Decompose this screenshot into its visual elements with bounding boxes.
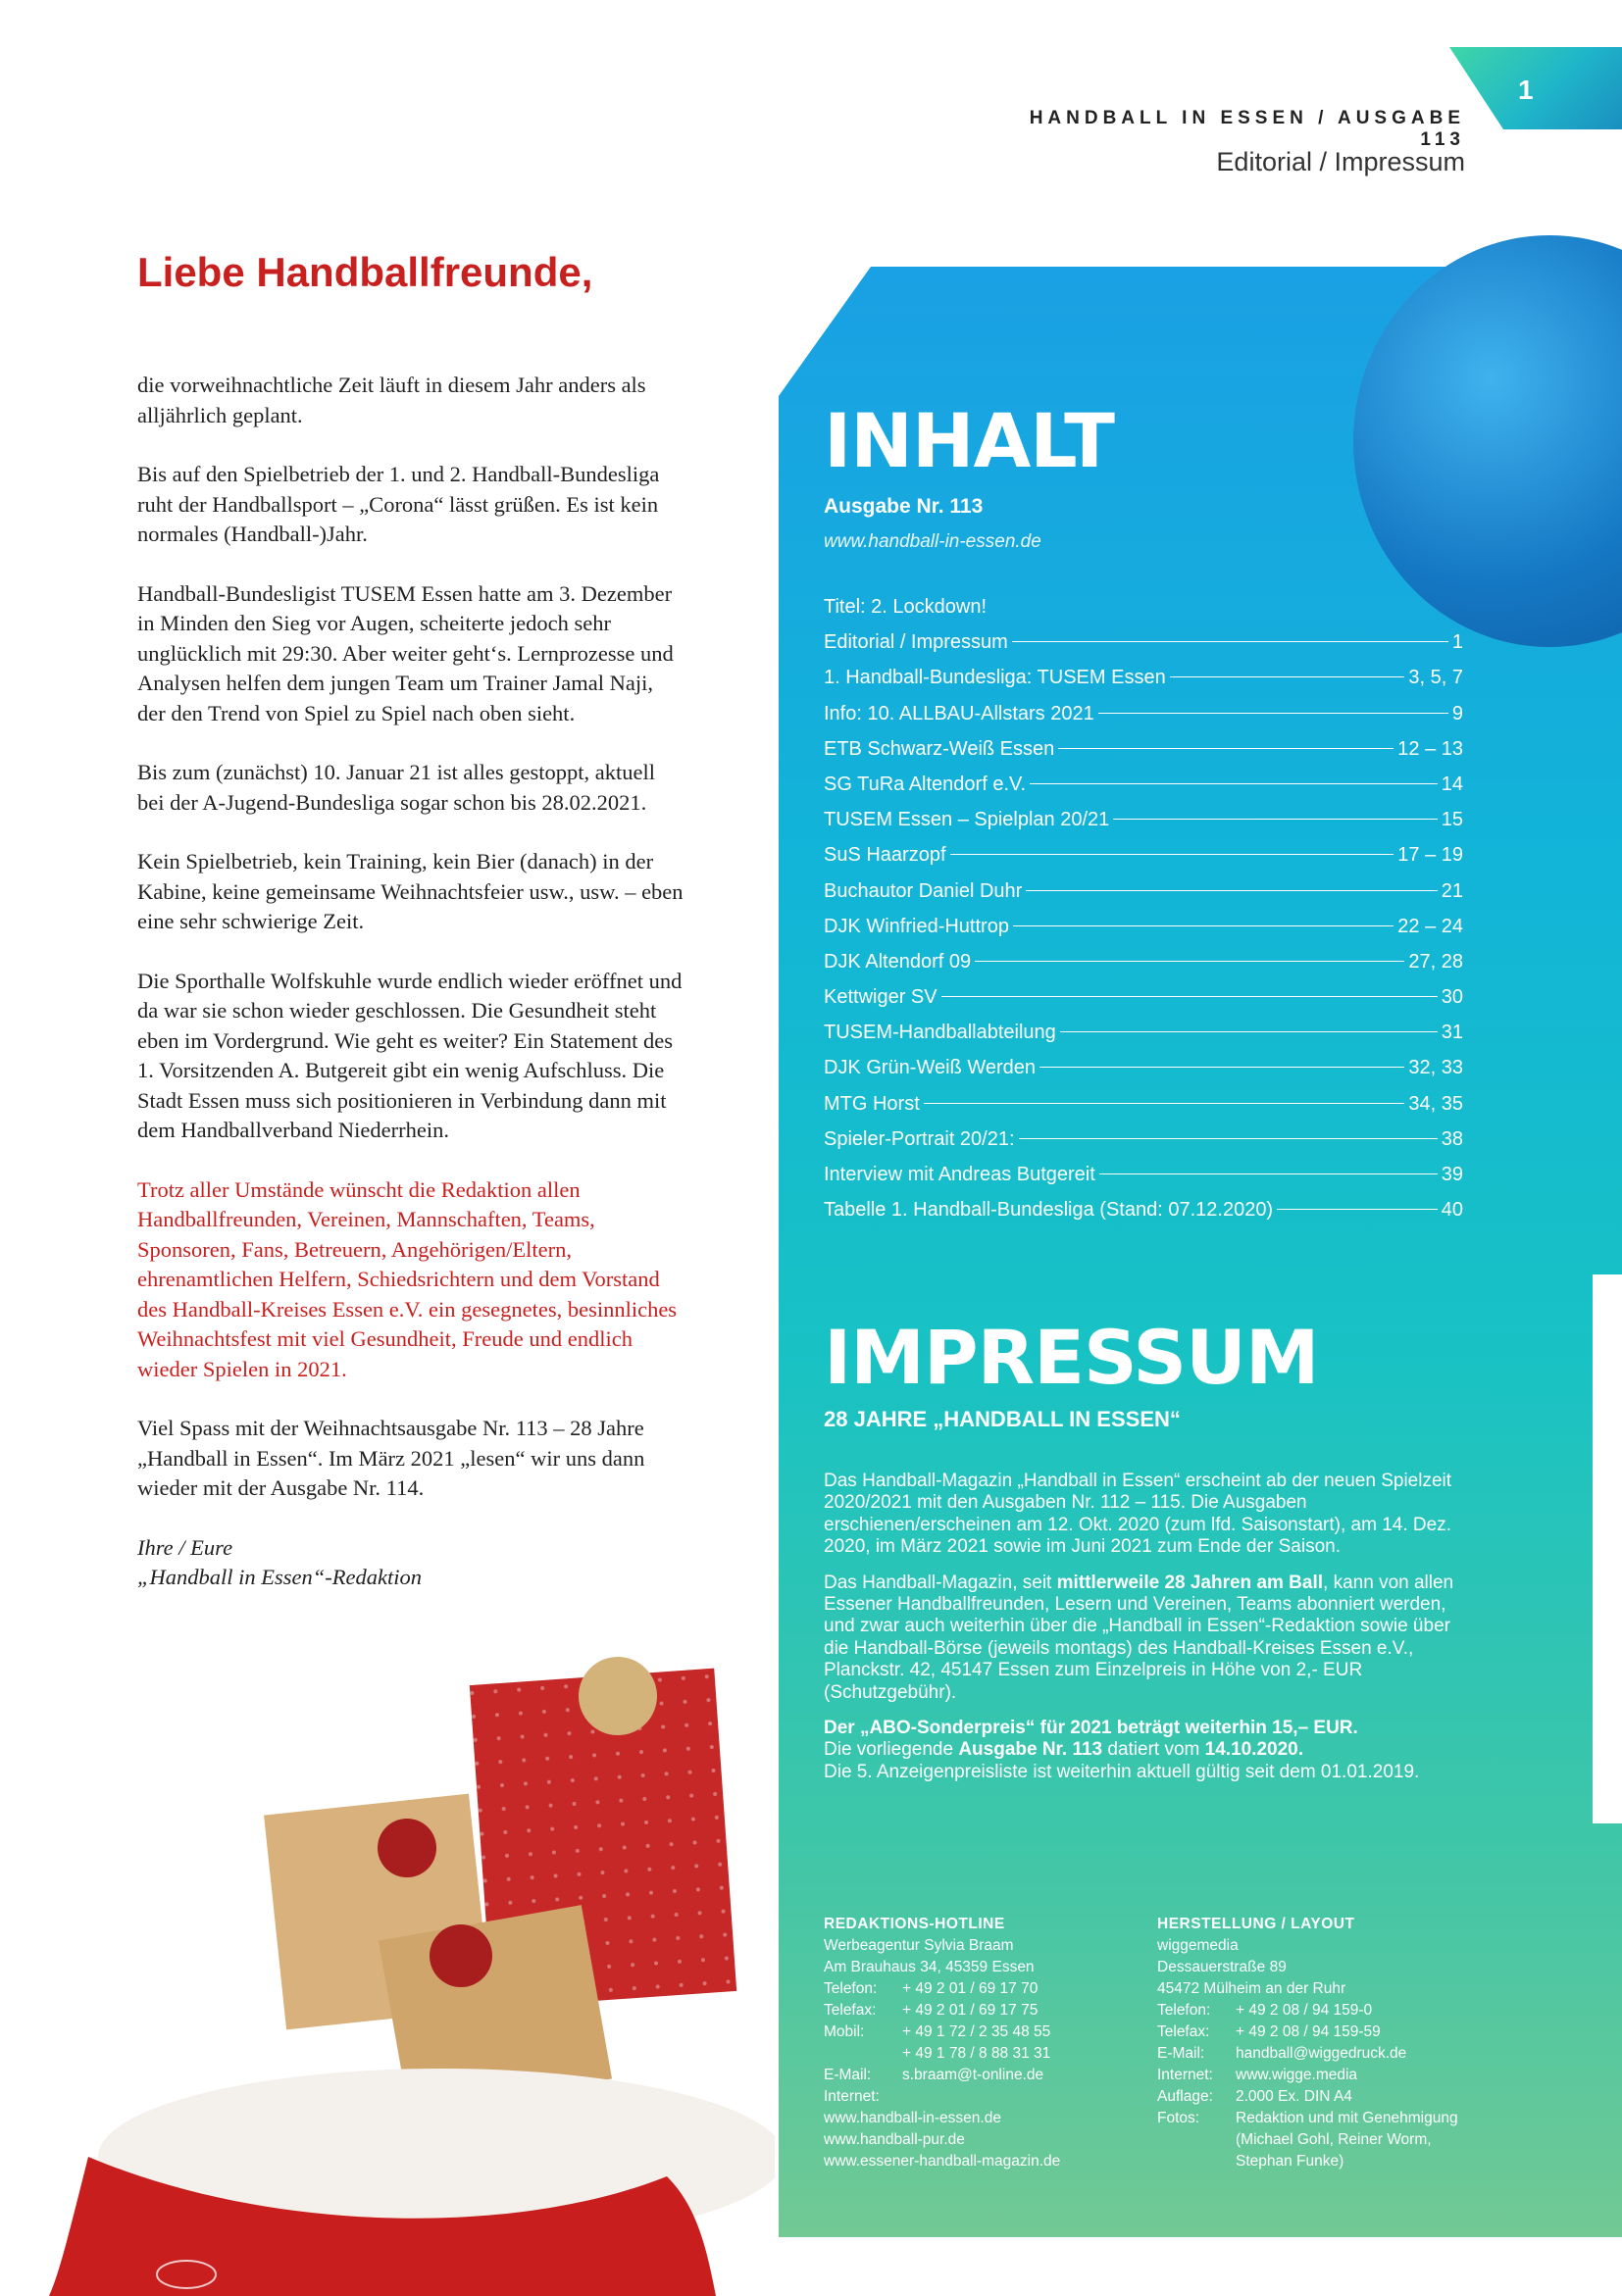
contact-line: wiggemedia [1157, 1937, 1239, 1954]
contact-row [1157, 2108, 1491, 2172]
letter-paragraph: Bis zum (zunächst) 10. Januar 21 ist alles gestoppt, aktuell bei der A-Jugend-Bundesliga sogar schon bis 28.02.2021. [137, 760, 656, 815]
impressum-subtitle: 28 JAHRE „HANDBALL IN ESSEN“ [824, 1407, 1181, 1431]
toc-entry-page: 14 [1441, 773, 1463, 795]
toc-entry[interactable] [824, 951, 1463, 986]
impressum-heading: IMPRESSUM [824, 1314, 1319, 1401]
toc-leader-line [941, 996, 1438, 997]
contact-row [1157, 2021, 1491, 2043]
table-of-contents [824, 596, 1463, 1234]
toc-leader-line [950, 854, 1394, 855]
toc-entry[interactable] [824, 596, 1463, 631]
toc-entry-label: DJK Altendorf 09 [824, 950, 972, 973]
toc-entry-page: 30 [1441, 986, 1463, 1009]
contact-label: Internet: [1157, 2067, 1213, 2083]
toc-entry-label: Tabelle 1. Handball-Bundesliga (Stand: 07.12.2020) [824, 1199, 1274, 1222]
toc-entry-page: 15 [1441, 809, 1463, 831]
contact-value: s.braam@t-online.de [902, 2067, 1044, 2083]
toc-leader-line [1019, 1138, 1438, 1139]
text-run-bold: 14.10.2020. [1204, 1739, 1304, 1761]
contact-row [1157, 2086, 1491, 2108]
toc-entry[interactable] [824, 667, 1463, 702]
toc-entry-label: DJK Winfried-Huttrop [824, 915, 1009, 937]
christmas-gifts-image [29, 1608, 775, 2296]
toc-leader-line [1026, 890, 1437, 891]
impressum-paragraph-1: Das Handball-Magazin „Handball in Essen“ erscheint ab der neuen Spielzeit 2020/2021 mit den Ausgaben Nr. 112 – 115. Die Ausgaben erschienen/erscheinen am 12. Okt. 2020 (zum lfd. Saisonstart), am 14. Dez. 2020, im März 2021 sowie im Juni 2021 zum Ende der Saison. [824, 1471, 1452, 1558]
letter-closing: Viel Spass mit der Weihnachtsausgabe Nr. 113 – 28 Jahre „Handball in Essen“. Im März 2021 „lesen“ wir uns dann wieder mit der Ausgabe Nr. 114. [137, 1416, 645, 1500]
editorial-hotline [824, 1914, 1157, 2172]
contact-row [824, 1978, 1157, 2000]
toc-entry[interactable] [824, 1199, 1463, 1234]
toc-entry[interactable] [824, 1093, 1463, 1128]
toc-entry-label: SG TuRa Altendorf e.V. [824, 773, 1027, 795]
contact-value: + 49 2 08 / 94 159-0 [1236, 2002, 1373, 2019]
production-layout [1157, 1914, 1491, 2172]
contact-label: Mobil: [824, 2023, 865, 2040]
toc-entry[interactable] [824, 1164, 1463, 1199]
contact-row [824, 2021, 1157, 2043]
toc-entry-page: 32, 33 [1408, 1057, 1463, 1079]
toc-entry-page: 12 – 13 [1397, 737, 1463, 760]
toc-leader-line [1098, 713, 1448, 714]
contact-line: Werbeagentur Sylvia Braam [824, 1937, 1014, 1954]
contact-value: + 49 2 08 / 94 159-59 [1236, 2023, 1381, 2040]
text-run: Die vorliegende [824, 1739, 959, 1761]
contact-label: Internet: [824, 2088, 880, 2105]
contact-row [824, 2086, 1157, 2108]
issue-number: Ausgabe Nr. 113 [824, 495, 984, 518]
toc-entry-page: 31 [1441, 1022, 1463, 1044]
header-corner-graphic [1449, 47, 1622, 129]
toc-entry-label: Info: 10. ALLBAU-Allstars 2021 [824, 702, 1094, 724]
toc-entry[interactable] [824, 916, 1463, 951]
contact-row [824, 2043, 1157, 2065]
section-title: Editorial / Impressum [1216, 147, 1465, 176]
contact-value: + 49 1 78 / 8 88 31 31 [902, 2045, 1051, 2062]
toc-entry-page: 38 [1441, 1127, 1463, 1150]
contact-row [824, 2000, 1157, 2021]
toc-leader-line [975, 961, 1404, 962]
contact-website-link[interactable]: www.handball-pur.de [824, 2131, 965, 2148]
toc-entry[interactable] [824, 738, 1463, 774]
toc-entry-page: 40 [1441, 1199, 1463, 1222]
text-run-bold: mittlerweile 28 Jahren am Ball [1056, 1572, 1324, 1593]
contact-label: E-Mail: [1157, 2045, 1205, 2062]
toc-entry-label: TUSEM-Handballabteilung [824, 1022, 1056, 1044]
contact-value: + 49 2 01 / 69 17 75 [902, 2002, 1039, 2019]
contact-value: + 49 2 01 / 69 17 70 [902, 1980, 1039, 1997]
toc-leader-line [924, 1103, 1405, 1104]
letter-paragraph: Handball-Bundesligist TUSEM Essen hatte am 3. Dezember in Minden den Sieg vor Augen, scheiterte jedoch sehr unglücklich mit 29:30. Aber weiter geht‘s. Lernprozesse und Analysen helfen dem jungen Team um Trainer Jamal Naji, der den Trend von Spiel zu Spiel nach oben sieht. [137, 580, 674, 725]
contact-row [1157, 2043, 1491, 2065]
contact-label: Telefon: [1157, 2002, 1211, 2019]
contact-value: handball@wiggedruck.de [1236, 2045, 1407, 2062]
signature-line-1: Ihre / Eure [137, 1534, 233, 1560]
letter-paragraph: die vorweihnachtliche Zeit läuft in diesem Jahr anders als alljährlich geplant. [137, 373, 646, 427]
page-number: 1 [1518, 75, 1534, 105]
letter-paragraph: Kein Spielbetrieb, kein Training, kein Bier (danach) in der Kabine, keine gemeinsame Weihnachtsfeier usw., usw. – eben eine sehr schwierige Zeit. [137, 849, 684, 933]
toc-entry-page: 22 – 24 [1397, 915, 1463, 937]
contact-label: Telefon: [824, 1980, 878, 1997]
toc-leader-line [1013, 925, 1394, 926]
toc-entry[interactable] [824, 1022, 1463, 1057]
toc-entry-label: 1. Handball-Bundesliga: TUSEM Essen [824, 667, 1166, 689]
toc-entry-page: 3, 5, 7 [1408, 667, 1463, 689]
toc-entry-label: Kettwiger SV [824, 986, 938, 1009]
toc-leader-line [1277, 1209, 1438, 1210]
contact-line: 45472 Mülheim an der Ruhr [1157, 1980, 1346, 1997]
toc-entry-label: SuS Haarzopf [824, 844, 946, 867]
toc-entry[interactable] [824, 703, 1463, 738]
impressum-text [824, 1471, 1461, 1797]
text-run: , kann von allen Essener Handballfreunden, Lesern und Vereinen, Teams abonniert werden, und zwar auch weiterhin über die „Handball in Essen“-Redaktion sowie über die Handball-Börse (jeweils montags) des Handball-Kreises Essen e.V., Planckstr. 42, 45147 Essen zum Einzelpreis in Höhe von 2,- EUR (Schutzgebühr). [824, 1572, 1454, 1703]
website-link[interactable]: www.handball-in-essen.de [824, 531, 1041, 552]
toc-entry-page: 17 – 19 [1397, 844, 1463, 867]
toc-entry[interactable] [824, 880, 1463, 916]
toc-entry-page: 9 [1451, 702, 1463, 724]
letter-greeting: Liebe Handballfreunde, [137, 249, 593, 295]
toc-entry-page: 1 [1451, 631, 1463, 654]
contact-heading: REDAKTIONS-HOTLINE [824, 1916, 1005, 1932]
contact-value: + 49 1 72 / 2 35 48 55 [902, 2023, 1051, 2040]
abo-price: Der „ABO-Sonderpreis“ für 2021 beträgt weiterhin 15,– EUR. [824, 1718, 1358, 1739]
toc-entry-page: 39 [1441, 1164, 1463, 1185]
impressum-paragraph-3 [824, 1718, 1461, 1783]
toc-entry[interactable] [824, 631, 1463, 667]
contact-value: www.wigge.media [1236, 2067, 1358, 2083]
text-run-bold: Ausgabe Nr. 113 [958, 1739, 1103, 1761]
contact-row [824, 2065, 1157, 2086]
text-run: Das Handball-Magazin, seit [824, 1572, 1057, 1593]
toc-entry[interactable] [824, 809, 1463, 844]
letter-paragraph: Bis auf den Spielbetrieb der 1. und 2. Handball-Bundesliga ruht der Handballsport – „Corona“ lässt grüßen. Es ist kein normales (Handball-)Jahr. [137, 462, 660, 546]
toc-entry-label: Spieler-Portrait 20/21: [824, 1127, 1015, 1150]
contact-label: Fotos: [1157, 2110, 1200, 2126]
toc-leader-line [1012, 641, 1448, 642]
toc-entry-label: ETB Schwarz-Weiß Essen [824, 737, 1055, 760]
contact-website-link[interactable]: www.handball-in-essen.de [824, 2110, 1001, 2126]
contact-label: Telefax: [1157, 2023, 1210, 2040]
contact-row [1157, 2000, 1491, 2021]
contact-label: Auflage: [1157, 2088, 1213, 2105]
toc-leader-line [1099, 1173, 1438, 1174]
text-run: datiert vom [1102, 1739, 1205, 1761]
toc-leader-line [1060, 1031, 1438, 1032]
letter-signature [137, 1533, 686, 1593]
toc-entry-page: 34, 35 [1408, 1092, 1463, 1115]
contact-line: Dessauerstraße 89 [1157, 1959, 1287, 1975]
toc-entry-label: DJK Grün-Weiß Werden [824, 1057, 1036, 1079]
toc-leader-line [1170, 676, 1405, 677]
toc-entry[interactable] [824, 774, 1463, 809]
toc-leader-line [1039, 1067, 1404, 1068]
contact-blocks [824, 1914, 1491, 2172]
contact-website-link[interactable]: www.essener-handball-magazin.de [824, 2153, 1061, 2170]
toc-entry[interactable] [824, 1057, 1463, 1092]
letter-highlight: Trotz aller Umstände wünscht die Redaktion allen Handballfreunden, Vereinen, Mannschaften, Teams, Sponsoren, Fans, Betreuern, Angehörigen/Eltern, ehrenamtlichen Helfern, Schiedsrichtern und dem Vorstand des Handball-Kreises Essen e.V. ein gesegnetes, besinnliches Weihnachtsfest mit viel Gesundheit, Freude und endlich wieder Spielen in 2021. [137, 1176, 678, 1381]
editorial-letter [137, 371, 686, 1622]
inhalt-heading: INHALT [824, 397, 1114, 484]
toc-entry[interactable] [824, 1128, 1463, 1164]
toc-entry-page: 21 [1441, 879, 1463, 902]
letter-paragraph: Die Sporthalle Wolfskuhle wurde endlich wieder eröffnet und da war sie schon wieder geschlossen. Die Gesundheit steht eben im Vordergrund. Wie geht es weiter? Ein Statement des 1. Vorsitzenden A. Butgereit gibt ein wenig Aufschluss. Die Stadt Essen muss sich positionieren in Verbindung dann mit dem Handballverband Niederrhein. [137, 968, 683, 1142]
contact-label [824, 2043, 902, 2065]
toc-entry-page: 27, 28 [1408, 950, 1463, 973]
toc-leader-line [1113, 819, 1437, 820]
impressum-paragraph-2 [824, 1572, 1461, 1704]
toc-entry[interactable] [824, 986, 1463, 1022]
toc-entry-label: Interview mit Andreas Butgereit [824, 1164, 1095, 1185]
contact-label: Telefax: [824, 2002, 877, 2019]
toc-leader-line [1058, 748, 1394, 749]
panel-edge-strip [1593, 1274, 1622, 1823]
contact-heading: HERSTELLUNG / LAYOUT [1157, 1916, 1355, 1932]
toc-entry-label: TUSEM Essen – Spielplan 20/21 [824, 809, 1110, 831]
signature-line-2: „Handball in Essen“-Redaktion [137, 1565, 422, 1589]
contact-line: Am Brauhaus 34, 45359 Essen [824, 1959, 1035, 1975]
text-run: Die 5. Anzeigenpreisliste ist weiterhin aktuell gültig seit dem 01.01.2019. [824, 1761, 1420, 1782]
toc-leader-line [1030, 783, 1438, 784]
contact-label: E-Mail: [824, 2067, 872, 2083]
toc-entry-label: Buchautor Daniel Duhr [824, 879, 1023, 902]
toc-entry-label: Editorial / Impressum [824, 631, 1008, 654]
toc-entry-label: Titel: 2. Lockdown! [824, 596, 988, 618]
toc-entry-label: MTG Horst [824, 1092, 920, 1115]
contact-value: Redaktion und mit Genehmigung (Michael Gohl, Reiner Worm, Stephan Funke) [1236, 2110, 1458, 2170]
contact-value: 2.000 Ex. DIN A4 [1236, 2088, 1352, 2105]
magazine-title: HANDBALL IN ESSEN / AUSGABE 113 [1029, 108, 1465, 150]
contact-row [1157, 2065, 1491, 2086]
toc-entry[interactable] [824, 844, 1463, 879]
